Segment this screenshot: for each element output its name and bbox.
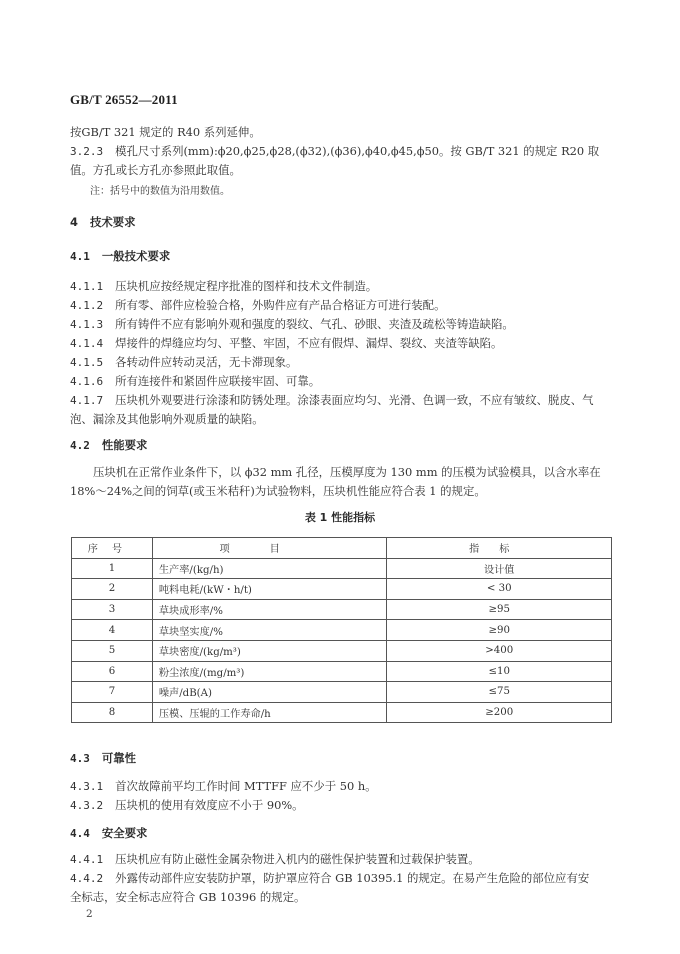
section-4-heading	[70, 214, 136, 230]
row-value: ≥200	[387, 702, 612, 723]
row-no: 5	[72, 640, 153, 661]
row-value: < 30	[387, 579, 612, 600]
row-no: 2	[72, 579, 153, 600]
table-row	[72, 558, 612, 579]
clause-number: 4.1.4	[70, 337, 104, 350]
row-value: ≤75	[387, 682, 612, 703]
clause-4-4-1	[70, 852, 480, 867]
row-no: 6	[72, 661, 153, 682]
clause-3-2-3	[70, 144, 599, 159]
row-item: 草块成形率/%	[152, 599, 387, 620]
row-item: 吨料电耗/(kW・h/t)	[152, 579, 387, 600]
clause-text: 压块机应按经规定程序批准的图样和技术文件制造。	[115, 279, 378, 293]
row-no: 4	[72, 620, 153, 641]
clause-4-1-7-cont: 泡、漏涂及其他影响外观质量的缺陷。	[70, 412, 264, 426]
row-value: ≥90	[387, 620, 612, 641]
section-4-2-paragraph-cont: 18%～24%之间的饲草(或玉米秸秆)为试验物料，压块机性能应符合表 1 的规定。	[70, 484, 486, 498]
row-item: 生产率/(kg/h)	[152, 558, 387, 579]
clause-4-1-4	[70, 336, 502, 351]
performance-table	[71, 537, 612, 723]
section-4-2-heading	[70, 437, 147, 453]
table-row	[72, 702, 612, 723]
clause-text: 压块机外观要进行涂漆和防锈处理。涂漆表面应均匀、光滑、色调一致，不应有皱纹、脱皮、气	[115, 393, 594, 407]
clause-text: 焊接件的焊缝应均匀、平整、牢固，不应有假焊、漏焊、裂纹、夹渣等缺陷。	[115, 336, 503, 350]
table-row	[72, 640, 612, 661]
row-item: 噪声/dB(A)	[152, 682, 387, 703]
clause-4-1-6	[70, 374, 320, 389]
section-number: 4.2	[70, 439, 90, 452]
clause-4-4-2-cont: 全标志，安全标志应符合 GB 10396 的规定。	[70, 890, 306, 904]
clause-3-2-3-cont: 值。方孔或长方孔亦参照此取值。	[70, 163, 241, 177]
table-header-row	[72, 538, 612, 559]
section-title: 可靠性	[101, 751, 137, 765]
clause-4-3-1	[70, 779, 377, 794]
section-4-1-heading	[70, 248, 170, 264]
clause-4-3-2	[70, 798, 304, 813]
row-value: >400	[387, 640, 612, 661]
section-number: 4.4	[70, 827, 90, 840]
clause-number: 4.1.5	[70, 356, 104, 369]
row-item: 粉尘浓度/(mg/m³)	[152, 661, 387, 682]
row-no: 8	[72, 702, 153, 723]
clause-4-1-3	[70, 317, 514, 332]
clause-number: 4.4.2	[70, 872, 104, 885]
row-item: 草块密度/(kg/m³)	[152, 640, 387, 661]
clause-text: 所有铸件不应有影响外观和强度的裂纹、气孔、砂眼、夹渣及疏松等铸造缺陷。	[115, 317, 514, 331]
note: 注：括号中的数值为沿用数值。	[90, 186, 230, 197]
section-title: 技术要求	[89, 215, 136, 229]
clause-number: 4.3.2	[70, 799, 104, 812]
table-row	[72, 599, 612, 620]
section-4-2-paragraph: 压块机在正常作业条件下，以 ϕ32 mm 孔径，压模厚度为 130 mm 的压模为试验模具，以含水率在	[93, 465, 601, 479]
clause-4-1-2	[70, 298, 445, 313]
row-value: ≤10	[387, 661, 612, 682]
row-item: 草块坚实度/%	[152, 620, 387, 641]
table-row	[72, 661, 612, 682]
table-row	[72, 579, 612, 600]
clause-4-4-2	[70, 871, 589, 886]
clause-number: 4.1.1	[70, 280, 104, 293]
row-value: ≥95	[387, 599, 612, 620]
section-title: 性能要求	[101, 438, 148, 452]
page-number: 2	[86, 908, 93, 920]
header-no: 序号	[72, 538, 153, 559]
clause-number: 4.1.7	[70, 394, 104, 407]
section-number: 4.1	[70, 250, 90, 263]
row-no: 3	[72, 599, 153, 620]
clause-text: 压块机应有防止磁性金属杂物进入机内的磁性保护装置和过载保护装置。	[115, 852, 480, 866]
section-number: 4	[70, 215, 78, 229]
section-4-3-heading	[70, 750, 136, 766]
continuation-text: 按GB/T 321 规定的 R40 系列延伸。	[70, 125, 261, 139]
clause-number: 4.3.1	[70, 780, 104, 793]
clause-text: 外露传动部件应安装防护罩，防护罩应符合 GB 10395.1 的规定。在易产生危险的部位应有安	[115, 871, 590, 885]
clause-text: 所有连接件和紧固件应联接牢固、可靠。	[115, 374, 321, 388]
row-no: 1	[72, 558, 153, 579]
clause-4-1-1	[70, 279, 377, 294]
row-item: 压模、压辊的工作寿命/h	[152, 702, 387, 723]
clause-number: 4.1.3	[70, 318, 104, 331]
header-value: 指标	[387, 538, 612, 559]
clause-number: 4.4.1	[70, 853, 104, 866]
clause-4-1-5	[70, 355, 297, 370]
clause-text: 压块机的使用有效度应不小于 90%。	[115, 798, 304, 812]
section-4-4-heading	[70, 825, 147, 841]
clause-number: 4.1.2	[70, 299, 104, 312]
section-title: 安全要求	[101, 826, 148, 840]
clause-number: 4.1.6	[70, 375, 104, 388]
clause-4-1-7	[70, 393, 594, 408]
table-caption: 表 1 性能指标	[304, 511, 376, 524]
clause-text: 各转动件应转动灵活，无卡滞现象。	[115, 355, 298, 369]
clause-text: 模孔尺寸系列(mm):ϕ20,ϕ25,ϕ28,(ϕ32),(ϕ36),ϕ40,ϕ45,ϕ50。按 GB/T 321 的规定 R20 取	[115, 144, 600, 158]
header-item: 项目	[152, 538, 387, 559]
clause-text: 首次故障前平均工作时间 MTTFF 应不少于 50 h。	[115, 779, 377, 793]
table-row	[72, 620, 612, 641]
row-no: 7	[72, 682, 153, 703]
clause-number: 3.2.3	[70, 145, 104, 158]
clause-text: 所有零、部件应检验合格，外购件应有产品合格证方可进行装配。	[115, 298, 446, 312]
section-title: 一般技术要求	[101, 249, 171, 263]
row-value: 设计值	[387, 558, 612, 579]
standard-code-header: GB/T 26552—2011	[70, 92, 178, 107]
section-number: 4.3	[70, 752, 90, 765]
table-row	[72, 682, 612, 703]
